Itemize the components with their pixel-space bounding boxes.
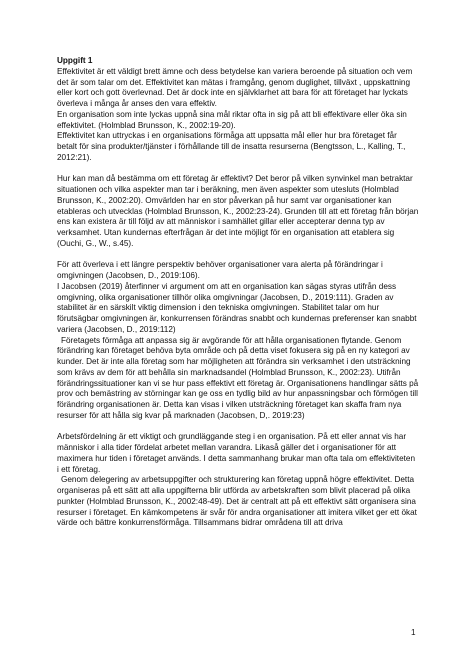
paragraph: Genom delegering av arbetsuppgifter och strukturering kan företag uppnå högre effektivitet. Detta organiseras på ett sätt att alla uppgifterna blir utförda av arbetskraften som blivit placerad på olika punkter (Holmblad Brunsson, K., 2002:48-49). Det är centralt att på ett effektivt sätt organisera sina resurser i företaget. En kämkompetens är svår för andra organisationer att imitera vilket ger ett ökat värde och bättre konkurrensförmåga. Tillsammans bidrar områdena till att driva — [57, 475, 420, 528]
paragraph: Företagets förmåga att anpassa sig är avgörande för att hålla organisationen flytande. Genom förändring kan företaget behöva byta område och på detta viset fokusera sig på en ny kategori av kunder. Det är inte alla företag som har möjligheten att förändra sin verksamhet i den utsträckning som krävs av dem för att behålla sin marknadsandel (Holmblad Brunsson, K., 2002:23). Utifrån förändringssituationer kan vi se hur pass effektivt ett företag är. Organisationens handlingar sätts på prov och bemästring av störningar kan ge oss en tydlig bild av hur anpassningsbar och förmögen till förändring organisationen är. Detta kan visas i vilken utsträckning företaget kan skaffa fram nya resurser för att hålla sig kvar på marknaden (Jacobsen, D,. 2019:23) — [57, 335, 421, 420]
paragraph: För att överleva i ett längre perspektiv behöver organisationer vara alerta på förändringar i omgivningen (Jacobsen, D., 2019:106). — [57, 260, 386, 280]
paragraph: Effektivitet är ett väldigt brett ämne och dess betydelse kan variera beroende på situation och vem det är som talar om det. Effektivitet kan mätas i framgång, genom duglighet, tillväxt , uppskattning eller kort och gott överlevnad. Det är dock inte en självklarhet att bara för att företaget har lyckats överleva i många år anses den vara effektiv. — [57, 66, 415, 108]
paragraph: I Jacobsen (2019) återfinner vi argument om att en organisation kan sägas styras utifrån dess omgivning, olika organisationer tillhör olika omgivningar (Jacobsen, D., 2019:111). Graden av stabilitet är en särskilt viktig dimension i den tekniska omgivningen. Stabilitet talar om hur förutsägbar omgivningen är, konkurrensen förändras snabbt och kundernas preferenser kan snabbt variera (Jacobsen, D., 2019:112) — [57, 281, 419, 334]
document-body — [57, 56, 419, 529]
paragraph: Effektivitet kan uttryckas i en organisations förmåga att uppsatta mål eller hur bra företaget får betalt för sina produkter/tjänster i förhållande till de insatta resurserna (Bengtsson, L., Kalling, T., 2012:21). — [57, 131, 408, 162]
paragraph: Arbetsfördelning är ett viktigt och grundläggande steg i en organisation. På ett eller annat vis har människor i alla tider fördelat arbetet mellan varandra. Likaså gäller det i organisationer för att maximera hur tiden i företaget används. I detta sammanhang brukar man ofta tala om effektiviteten i ett företag. — [57, 432, 418, 474]
paragraph-gap — [57, 422, 419, 433]
paragraph-gap — [57, 164, 419, 175]
page-number: 1 — [411, 628, 416, 637]
paragraph: Hur kan man då bestämma om ett företag är effektivt? Det beror på vilken synvinkel man betraktar situationen och vilka aspekter man tar i beräkning, men även aspekter som utesluts (Holmblad Brunsson, K., 2002:20). Omvärlden har en stor påverkan på hur samt var organisationer kan etableras och utvecklas (Holmblad Brunsson, K., 2002:23-24). Grunden till att ett företag från början ens kan existera är till följd av att människor i samhället gillar eller accepterar denna typ av verksamhet. Utan kundernas efterfrågan är det inte möjligt för en organisation att etablera sig (Ouchi, G., W., s.45). — [57, 174, 421, 248]
document-title: Uppgift 1 — [57, 56, 93, 65]
paragraph-gap — [57, 250, 419, 261]
paragraph: En organisation som inte lyckas uppnå sina mål riktar ofta in sig på att bli effektivare eller öka sin effektivitet. (Holmblad Brunsson, K., 2002:19-20). — [57, 109, 410, 130]
